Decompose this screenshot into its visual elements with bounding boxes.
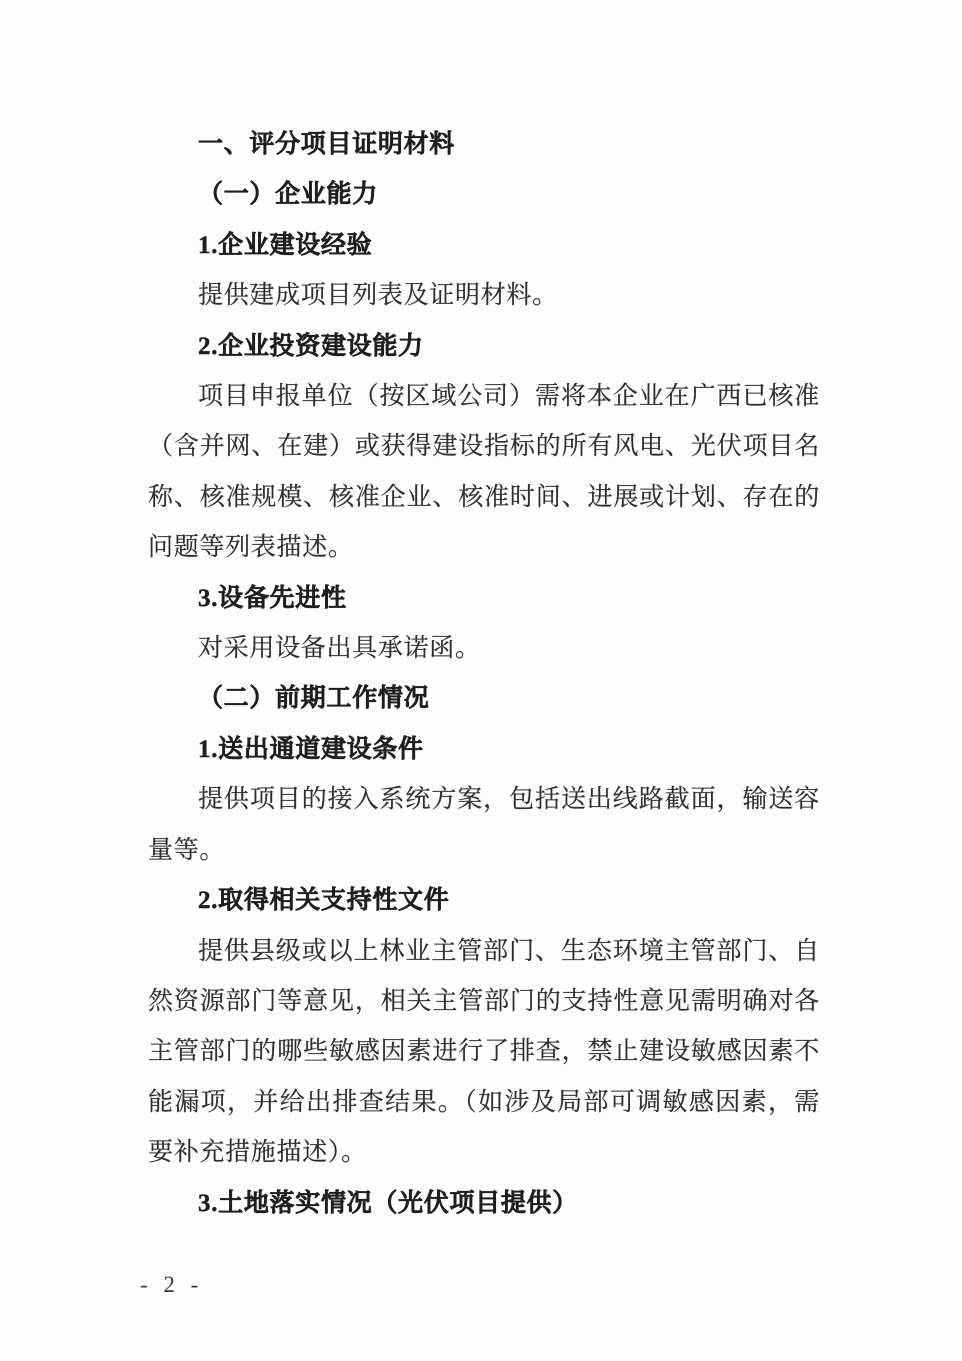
- document-body: [148, 120, 820, 1229]
- item-heading-1-3: 3.设备先进性: [198, 584, 347, 612]
- paragraph-2-2: 提供县级或以上林业主管部门、生态环境主管部门、自然资源部门等意见，相关主管部门的支持性意见需明确对各主管部门的哪些敏感因素进行了排查，禁止建设敏感因素不能漏项，并给出排查结果。（如涉及局部可调敏感因素，需要补充措施描述）。: [148, 937, 820, 1167]
- paragraph-1-2: 项目申报单位（按区域公司）需将本企业在广西已核准（含并网、在建）或获得建设指标的所有风电、光伏项目名称、核准规模、核准企业、核准时间、进展或计划、存在的问题等列表描述。: [148, 383, 820, 562]
- paragraph-1-1: 提供建成项目列表及证明材料。: [198, 282, 558, 310]
- item-heading-1-2: 2.企业投资建设能力: [198, 332, 424, 360]
- item-heading-2-3: 3.土地落实情况（光伏项目提供）: [198, 1189, 578, 1217]
- subsection-heading-1: （一）企业能力: [198, 181, 378, 209]
- item-heading-2-1: 1.送出通道建设条件: [198, 735, 424, 763]
- section-heading-main: 一、评分项目证明材料: [198, 131, 456, 158]
- paragraph-2-1: 提供项目的接入系统方案，包括送出线路截面，输送容量等。: [148, 786, 820, 864]
- page-number: - 2 -: [140, 1272, 204, 1297]
- subsection-heading-2: （二）前期工作情况: [198, 685, 430, 713]
- paragraph-1-3: 对采用设备出具承诺函。: [198, 635, 481, 663]
- item-heading-2-2: 2.取得相关支持性文件: [198, 887, 450, 915]
- item-heading-1-1: 1.企业建设经验: [198, 231, 373, 259]
